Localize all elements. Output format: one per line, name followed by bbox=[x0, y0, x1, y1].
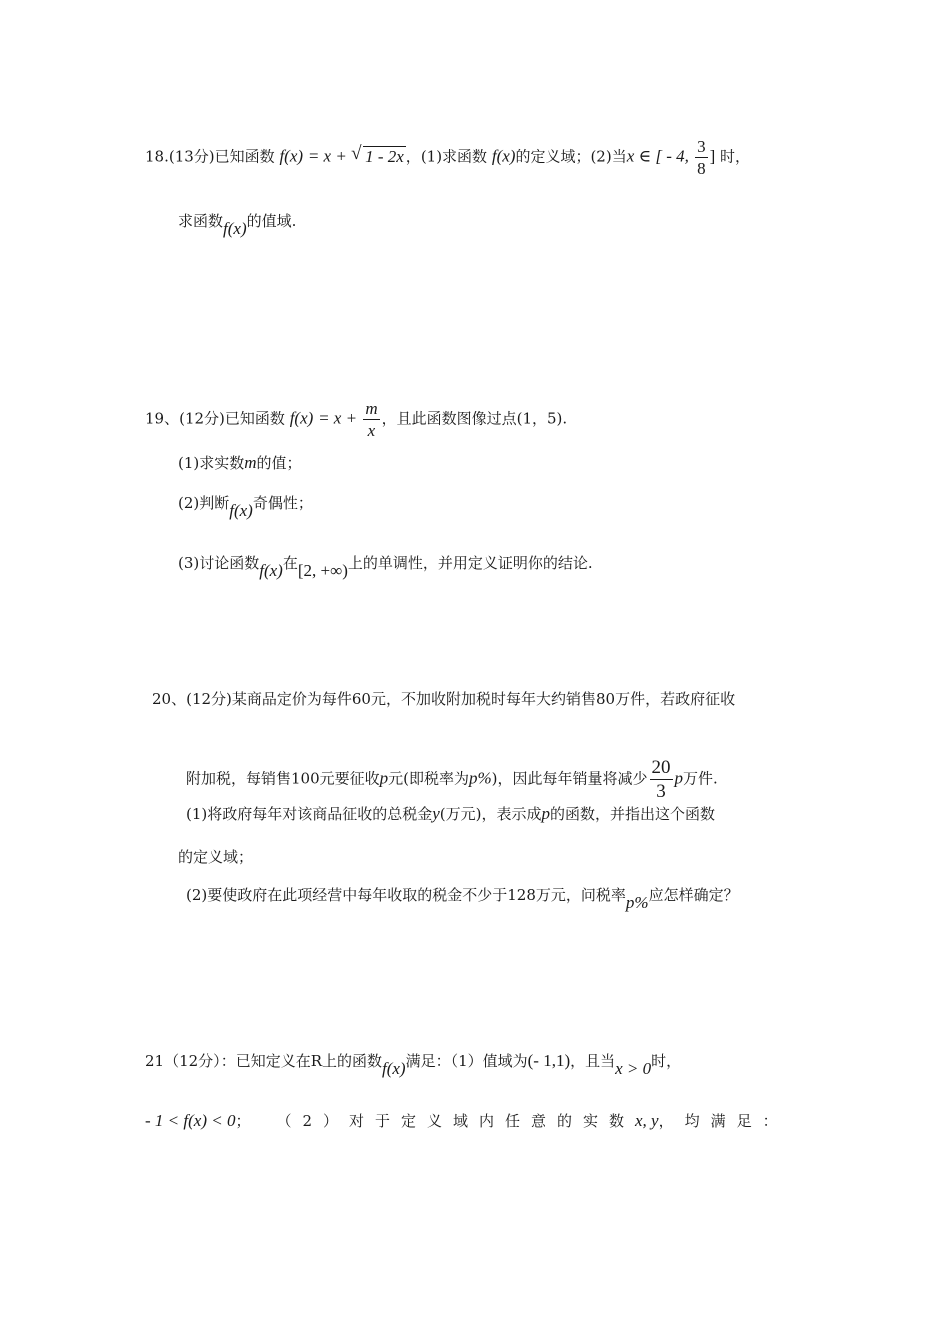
q20-s1-y: y bbox=[432, 804, 440, 823]
q21-l2-c: ，均满足： bbox=[658, 1112, 789, 1130]
q21-line2 bbox=[145, 1110, 805, 1132]
q21-l1-cond: x > 0 bbox=[615, 1059, 652, 1078]
q21-score: （12分） bbox=[164, 1052, 221, 1070]
q19-fx: f(x) bbox=[289, 408, 314, 428]
q19-s1-a: (1)求实数 bbox=[178, 454, 245, 472]
q18-fx2: f(x) bbox=[491, 146, 516, 166]
q20-l2-c: )，因此每年销量将减少 bbox=[491, 769, 648, 788]
q20-s2-pp: p% bbox=[625, 893, 649, 912]
q18-line1 bbox=[145, 138, 750, 177]
q20-number: 20、 bbox=[152, 690, 187, 708]
q20-l2-a: 附加税，每销售100元要征收 bbox=[186, 769, 380, 788]
q18-fx: f(x) bbox=[279, 146, 304, 166]
q18-comma: ， bbox=[405, 147, 421, 166]
q20-l2-d: 万件. bbox=[683, 769, 718, 788]
q18-sqrt bbox=[353, 146, 406, 168]
q20-l2-b: 元(即税率为 bbox=[388, 769, 469, 788]
q19-rest: ，且此函数图像过点(1，5). bbox=[381, 409, 568, 428]
q20-frac-den: 3 bbox=[656, 781, 666, 802]
q18-part2-end: 时， bbox=[715, 147, 751, 166]
q19-s3-a: (3)讨论函数 bbox=[178, 554, 260, 572]
q21-l1-interval: (- 1,1) bbox=[527, 1051, 571, 1070]
q20-sub1 bbox=[186, 803, 715, 825]
q19-s3-c: 上的单调性，并用定义证明你的结论. bbox=[347, 554, 593, 572]
q19-sub2 bbox=[178, 492, 313, 520]
q18-line2-b: 的值域. bbox=[246, 212, 297, 230]
q20-s2-a: (2)要使政府在此项经营中每年收取的税金不少于128万元，问税率 bbox=[186, 886, 626, 904]
q20-s1-c: 的函数，并指出这个函数 bbox=[550, 805, 716, 823]
q21-l2-a: ； bbox=[235, 1112, 251, 1130]
q21-line1 bbox=[145, 1050, 682, 1078]
q19-s1-b: 的值； bbox=[256, 454, 302, 472]
q18-frac-den: 8 bbox=[697, 159, 706, 178]
q20-score: (12分) bbox=[186, 690, 232, 708]
q20-sub2 bbox=[186, 884, 739, 912]
q19-sub1 bbox=[178, 452, 302, 474]
q21-l1-c: ，且当 bbox=[570, 1052, 616, 1070]
q20-s1-a: (1)将政府每年对该商品征收的总税金 bbox=[186, 805, 433, 823]
q21-l1-b: 满足：（1）值域为 bbox=[405, 1052, 528, 1070]
q21-l1-a: ：已知定义在R上的函数 bbox=[220, 1052, 382, 1070]
q20-line1 bbox=[152, 688, 735, 710]
q18-part2: (2)当 bbox=[590, 147, 627, 166]
q19-fraction bbox=[363, 400, 379, 439]
q19-line1 bbox=[145, 400, 567, 439]
q18-line2-fx: f(x) bbox=[223, 219, 247, 238]
q18-number: 18. bbox=[145, 147, 169, 166]
q18-eq: = x + bbox=[307, 146, 352, 166]
q20-s1-b: (万元)，表示成 bbox=[439, 805, 542, 823]
q20-s1-p: p bbox=[541, 804, 551, 823]
q19-intro: 已知函数 bbox=[224, 409, 285, 428]
q20-l1: 某商品定价为每件60元，不加收附加税时每年大约销售80万件，若政府征收 bbox=[231, 690, 736, 708]
q19-s3-b: 在 bbox=[282, 554, 298, 572]
q18-x-in: x ∈ [ - 4, bbox=[626, 146, 694, 166]
q19-s1-m: m bbox=[244, 453, 257, 472]
q21-l1-d: 时， bbox=[651, 1052, 682, 1070]
q19-s3-interval: [2, +∞) bbox=[297, 561, 348, 580]
q19-frac-num: m bbox=[365, 399, 378, 418]
q19-s3-fx: f(x) bbox=[259, 561, 283, 580]
q18-part1: (1)求函数 bbox=[420, 147, 488, 166]
q19-sub3 bbox=[178, 552, 593, 580]
q20-fraction bbox=[650, 758, 673, 801]
q18-line2 bbox=[178, 210, 297, 238]
q18-bracket-end: ] bbox=[709, 146, 716, 166]
q19-s2-b: 奇偶性； bbox=[252, 494, 313, 512]
q18-intro: 已知函数 bbox=[214, 147, 275, 166]
q20-sub1-cont bbox=[178, 846, 253, 868]
q19-frac-den: x bbox=[367, 421, 376, 440]
q18-fraction bbox=[695, 138, 708, 177]
q20-s1-d: 的定义域； bbox=[178, 848, 254, 866]
q20-frac-num: 20 bbox=[651, 757, 671, 778]
q21-l2-b: （2）对于定义域内任意的实数 bbox=[276, 1112, 636, 1130]
q18-score: (13分) bbox=[168, 147, 215, 166]
q19-eq: = x + bbox=[318, 408, 362, 428]
q21-number: 21 bbox=[145, 1052, 165, 1070]
q21-l2-ineq: - 1 < f(x) < 0 bbox=[145, 1111, 236, 1130]
q20-l2-p2: p bbox=[674, 768, 684, 788]
q18-radicand: 1 - 2x bbox=[365, 146, 404, 166]
q19-s2-fx: f(x) bbox=[229, 501, 253, 520]
q18-part1-end: 的定义域； bbox=[515, 147, 591, 166]
q20-l2-p: p bbox=[379, 768, 389, 788]
q19-score: (12分) bbox=[179, 409, 225, 428]
q20-s2-b: 应怎样确定？ bbox=[648, 886, 739, 904]
q21-l1-fx: f(x) bbox=[381, 1059, 406, 1078]
q19-number: 19、 bbox=[145, 409, 180, 428]
q19-s2-a: (2)判断 bbox=[178, 494, 230, 512]
q20-line2 bbox=[186, 758, 718, 801]
q18-line2-a: 求函数 bbox=[178, 212, 224, 230]
q21-l2-xy: x, y bbox=[635, 1111, 659, 1130]
q20-l2-pp: p% bbox=[469, 768, 492, 788]
q18-frac-num: 3 bbox=[697, 137, 706, 156]
